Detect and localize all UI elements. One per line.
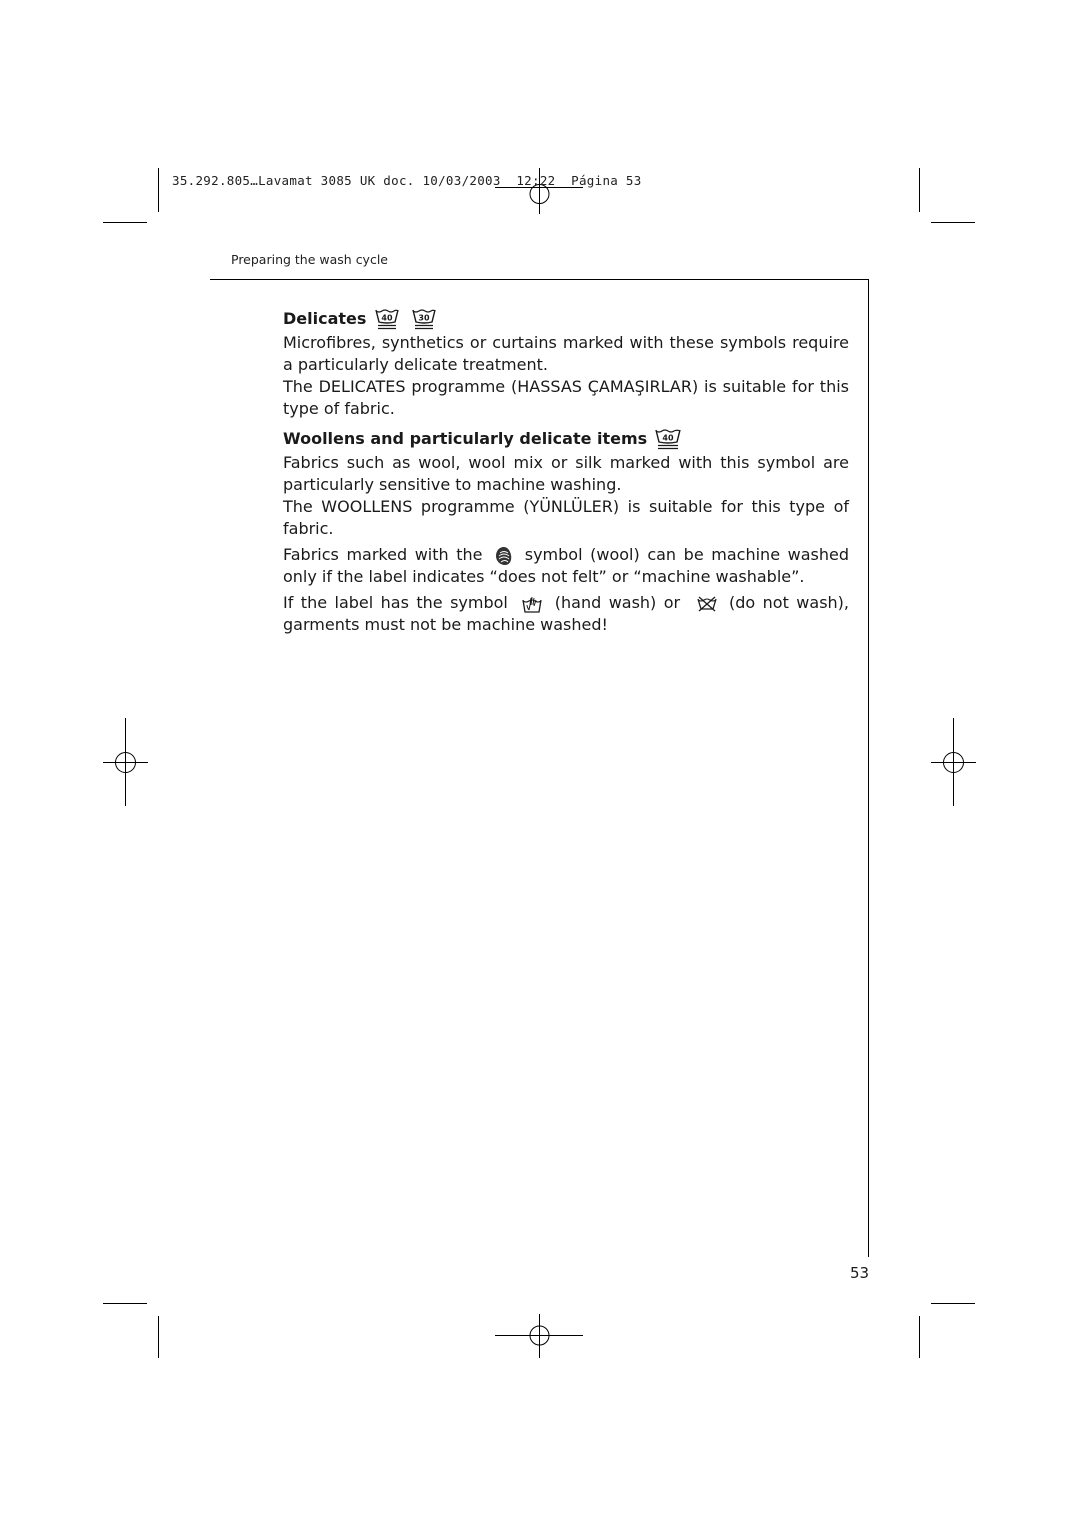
print-header-file: 35.292.805…Lavamat 3085 UK doc.: [172, 173, 415, 188]
woollens-p3-after: symbol (wool) can be machine washed only if the label indicates “does not felt” or “machine washable”.: [283, 545, 849, 586]
registration-mark-right: [929, 716, 979, 808]
wash-30-gentle-icon: [412, 308, 436, 330]
woollens-paragraph-3: [283, 544, 849, 588]
woollens-p4-after: (do not wash), garments must not be machine washed!: [283, 593, 850, 634]
svg-text:40: 40: [662, 433, 674, 443]
woollens-paragraph-4: [283, 592, 849, 636]
print-header-page: Página 53: [571, 173, 642, 188]
woollens-paragraph-1: Fabrics such as wool, wool mix or silk marked with this symbol are particularly sensitive to machine washing.: [283, 453, 849, 494]
print-header-date: 10/03/2003: [422, 173, 501, 188]
print-header: [172, 173, 642, 188]
main-content: [283, 306, 849, 636]
woollens-p4-before: If the label has the symbol: [283, 593, 508, 612]
delicates-paragraph-2: The DELICATES programme (HASSAS ÇAMAŞIRLAR) is suitable for this type of fabric.: [283, 377, 849, 418]
right-rule: [868, 279, 869, 1257]
registration-mark-left: [101, 716, 151, 808]
hand-wash-icon: [521, 594, 543, 614]
header-rule: [210, 279, 869, 280]
woollens-p3-before: Fabrics marked with the: [283, 545, 483, 564]
page-number: 53: [850, 1264, 870, 1282]
delicates-heading-text: Delicates: [283, 309, 367, 328]
wash-40-gentle-icon: [375, 308, 399, 330]
delicates-heading: [283, 306, 849, 332]
woollens-heading: [283, 426, 849, 452]
section-label: Preparing the wash cycle: [231, 252, 388, 267]
delicates-paragraph-1: Microfibres, synthetics or curtains marked with these symbols require a particularly delicate treatment.: [283, 333, 849, 374]
wash-40-very-gentle-icon: [655, 428, 681, 450]
woollens-paragraph-2: The WOOLLENS programme (YÜNLÜLER) is suitable for this type of fabric.: [283, 497, 849, 538]
do-not-wash-icon: [696, 595, 718, 613]
wool-mark-icon: [494, 546, 514, 566]
woollens-heading-text: Woollens and particularly delicate items: [283, 429, 648, 448]
svg-text:40: 40: [381, 313, 393, 323]
registration-mark-bottom: [495, 1312, 585, 1360]
svg-text:30: 30: [418, 313, 430, 323]
print-header-time: 12:22: [516, 173, 556, 188]
woollens-p4-middle: (hand wash) or: [554, 593, 681, 612]
